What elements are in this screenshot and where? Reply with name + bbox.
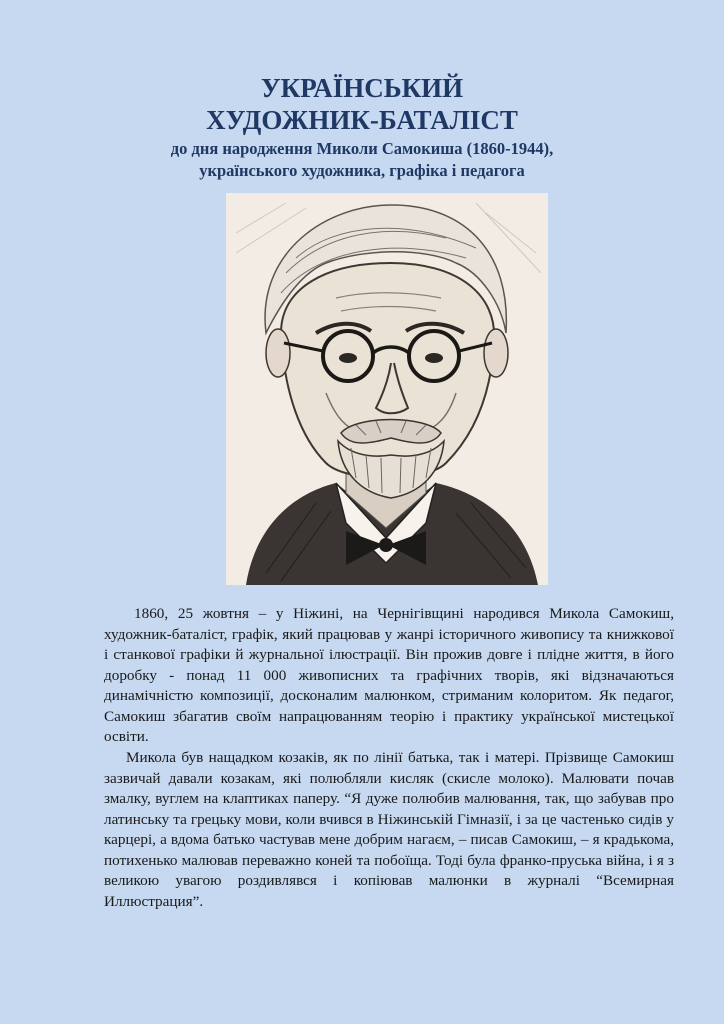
portrait-sketch [226, 193, 548, 585]
title-line-2: ХУДОЖНИК-БАТАЛІСТ [206, 105, 518, 135]
subtitle-line-1: до дня народження Миколи Самокиша (1860-1944), [170, 139, 554, 158]
article-paragraph-2: Микола був нащадком козаків, як по лінії батька, так і матері. Прізвище Самокиш зазвичай давали козакам, які полюбляли кисляк (скисле молоко). Малювати почав змалку, вуглем на клаптиках паперу. “Я дуже полюбив малювання, так, що забував про латинську та грецьку мови, коли вчився в Ніжинській Гімназії, і за це частенько сидів у карцері, а вдома батько частував мене добрим нагаєм, – писав Самокиш, – я крадькома, потихенько малював переважно коней та побоїща. Тоді була франко-пруська війна, і я з великою увагою роздивлявся і копіював малюнки в журналі “Всемирная Иллюстрация”. [104, 749, 674, 910]
subtitle-line-2: українського художника, графіка і педагога [199, 161, 525, 180]
article-paragraph-1: 1860, 25 жовтня – у Ніжині, на Чернігівщині народився Микола Самокиш, художник-баталіст, графік, який працював у жанрі історичного живопису та книжкової і станкової графіки й журнальної ілюстрації. Він прожив довге і плідне життя, в його доробку - понад 11 000 живописних та графічних творів, які відзначаються динамічністю композиції, досконалим малюнком, стриманим колоритом. Як педагог, Самокиш збагатив своїм напрацюванням теорію і практику української мистецької освіти. [104, 605, 674, 745]
title-line-1: УКРАЇНСЬКИЙ [260, 73, 464, 103]
portrait-image [226, 193, 548, 585]
